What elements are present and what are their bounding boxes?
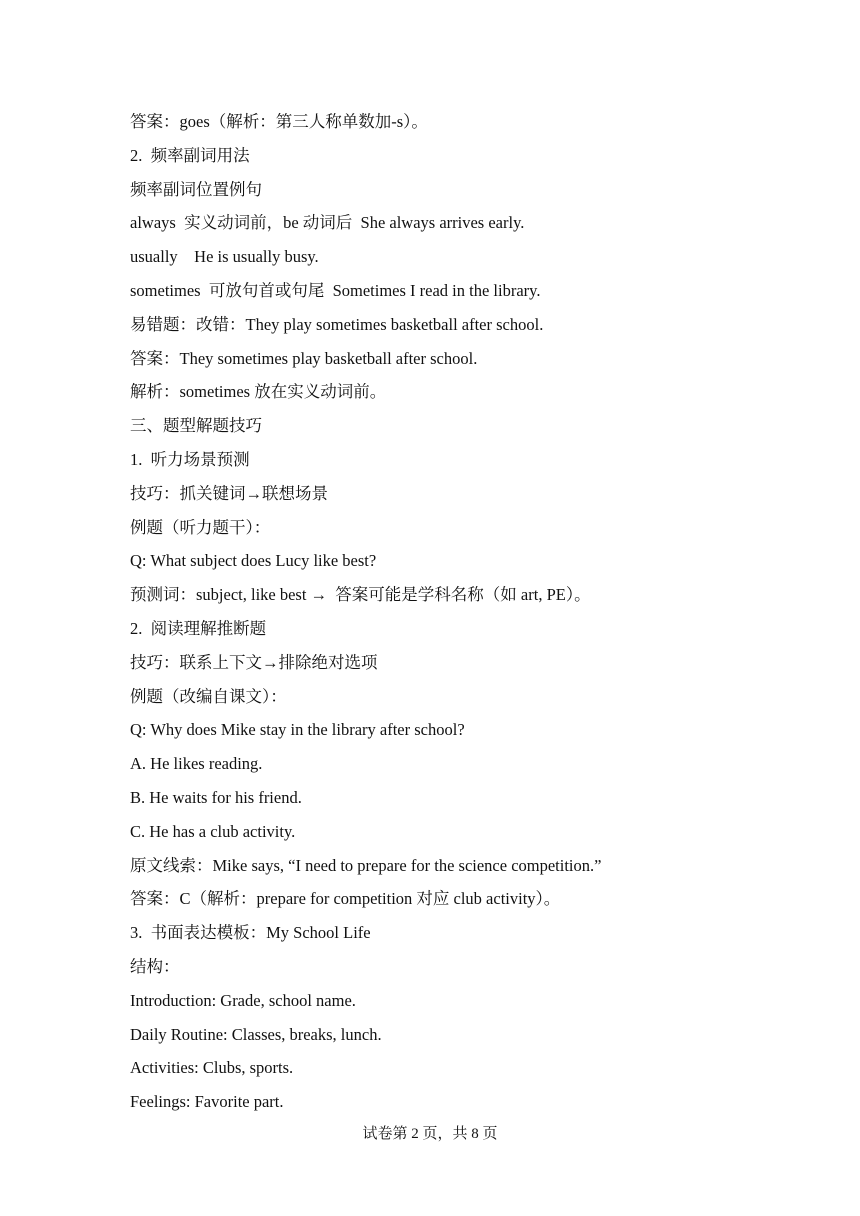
text-line: Q: What subject does Lucy like best? (130, 551, 377, 571)
text-line: 技巧：抓关键词→联想场景 (130, 483, 328, 503)
text-line: 结构： (130, 956, 180, 976)
text-line: Feelings: Favorite part. (130, 1092, 284, 1112)
text-line: 答案：goes（解析：第三人称单数加-s）。 (130, 112, 428, 131)
section-heading: 3. 书面表达模板：My School Life (130, 923, 371, 943)
text-line: 易错题：改错：They play sometimes basketball after school. (130, 314, 544, 334)
option-b: B. He waits for his friend. (130, 787, 302, 807)
option-a: A. He likes reading. (130, 754, 263, 774)
section-heading: 三、题型解题技巧 (130, 416, 262, 436)
text-line: 例题（听力题干）： (130, 517, 271, 537)
text-line: always 实义动词前，be 动词后 She always arrives early. (130, 213, 525, 233)
text-line: 例题（改编自课文）： (130, 686, 287, 706)
option-c: C. He has a club activity. (130, 821, 296, 841)
text-line: usually He is usually busy. (130, 247, 319, 267)
section-heading: 2. 频率副词用法 (130, 145, 250, 165)
text-line: 解析：sometimes 放在实义动词前。 (130, 382, 387, 402)
section-heading: 2. 阅读理解推断题 (130, 618, 267, 638)
text-line: 技巧：联系上下文→排除绝对选项 (130, 652, 378, 672)
section-heading: 1. 听力场景预测 (130, 449, 250, 469)
text-line: 频率副词位置例句 (130, 179, 262, 199)
page-footer: 试卷第 2 页，共 8 页 (362, 1126, 498, 1142)
document-body (130, 108, 770, 1122)
text-line: Activities: Clubs, sports. (130, 1058, 294, 1078)
text-line: Introduction: Grade, school name. (130, 990, 356, 1010)
text-line: Daily Routine: Classes, breaks, lunch. (130, 1024, 382, 1044)
text-line: 答案：C（解析：prepare for competition 对应 club activity）。 (130, 889, 561, 909)
text-line: 答案：They sometimes play basketball after school. (130, 348, 478, 368)
text-line: Q: Why does Mike stay in the library after school? (130, 720, 465, 740)
text-line: sometimes 可放句首或句尾 Sometimes I read in the library. (130, 280, 541, 300)
text-line: 原文线索：Mike says, “I need to prepare for the science competition.” (130, 855, 602, 875)
text-line: 预测词：subject, like best → 答案可能是学科名称（如 art, PE）。 (130, 585, 591, 605)
